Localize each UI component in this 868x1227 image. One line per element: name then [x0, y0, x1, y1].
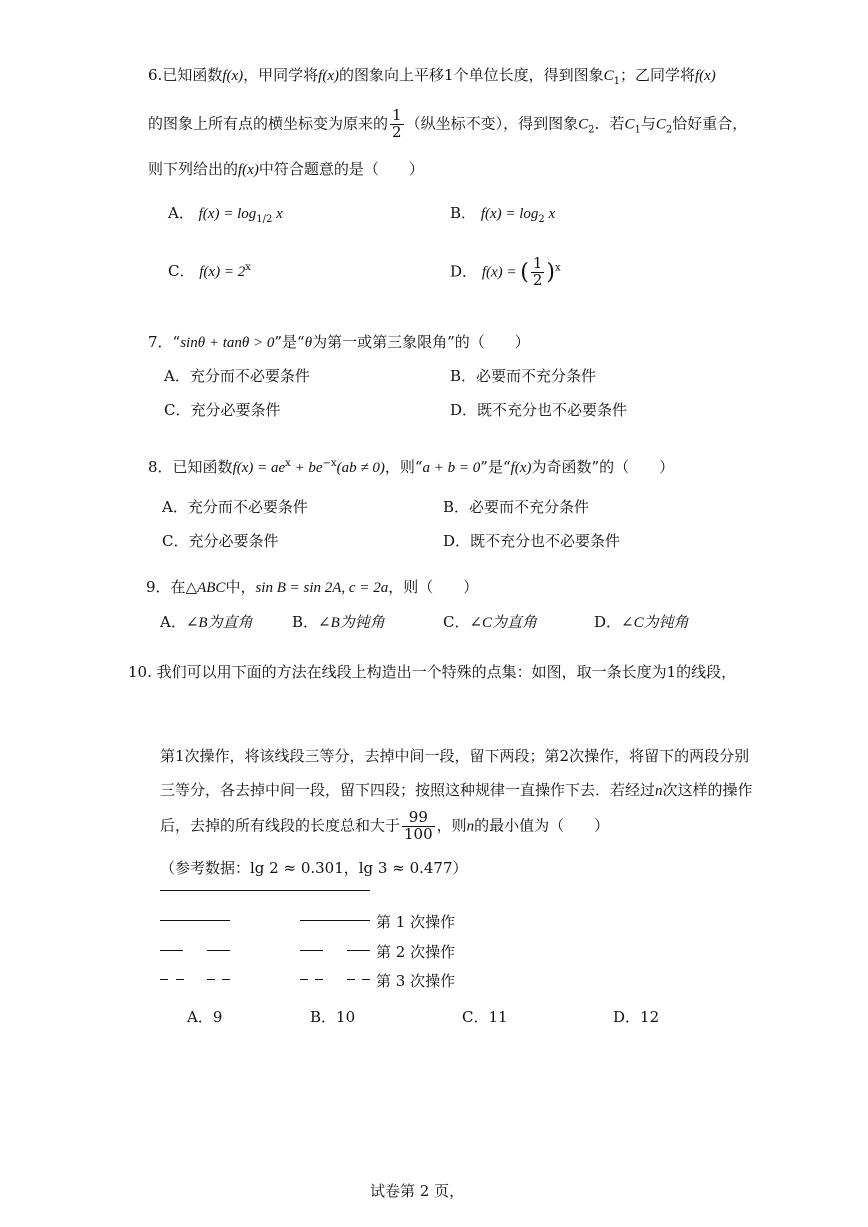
q6-line2: 的图象上所有点的横坐标变为原来的 $\frac{1}{2}$ （纵坐标不变），得到图象$C_2$．若$C_1$与$C_2$恰好重合， — [148, 106, 748, 141]
q10-reference-data: （参考数据：lg 2 ≈ 0.301，lg 3 ≈ 0.477） — [160, 859, 468, 877]
segment-op2-2 — [207, 950, 230, 951]
q7-option-b: B．必要而不充分条件 — [450, 367, 597, 385]
q7-option-c: C．充分必要条件 — [164, 401, 281, 419]
fraction-half: $\frac{1}{2}$ — [392, 106, 402, 141]
segment-op3-4 — [222, 979, 230, 980]
q9-option-d: D．∠C为钝角 — [594, 613, 689, 631]
segment-op2-4 — [347, 950, 370, 951]
segment-op3-3 — [207, 979, 215, 980]
q7-option-d: D．既不充分也不必要条件 — [450, 401, 628, 419]
segment-original — [160, 890, 370, 891]
segment-op1-left — [160, 920, 230, 921]
q6-option-b: B． $f(x) = \log_2 x$ — [450, 204, 556, 225]
q8-option-a: A．充分而不必要条件 — [162, 498, 308, 516]
q10-line3: 三等分，各去掉中间一段，留下四段；按照这种规律一直操作下去．若经过n次这样的操作 — [160, 781, 753, 799]
q8-option-d: D．既不充分也不必要条件 — [443, 532, 621, 550]
segment-op3-7 — [347, 979, 355, 980]
q10-option-c: C．11 — [462, 1008, 508, 1026]
segment-op3-5 — [300, 979, 308, 980]
q9-option-b: B．∠B为钝角 — [292, 613, 385, 631]
page-footer: 试卷第 2 页， — [370, 1182, 465, 1200]
q9-option-c: C．∠C为直角 — [443, 613, 538, 631]
q10-option-d: D．12 — [613, 1008, 660, 1026]
q10-line1: 10. 我们可以用下面的方法在线段上构造出一个特殊的点集：如图，取一条长度为1的线段， — [128, 663, 737, 681]
q7-stem: 7．“sinθ + tanθ > 0”是“θ为第一或第三象限角”的（ ） — [148, 333, 530, 351]
q10-option-a: A．9 — [187, 1008, 223, 1026]
q6-option-a: A． $f(x) = \log_{1/2} x$ — [168, 204, 283, 225]
q6-option-d: D． f(x) = ( $\frac{1}{2}$ )$^x$ — [450, 254, 561, 289]
fraction-99-100: $\frac{99}{100}$ — [404, 808, 433, 843]
segment-op3-6 — [315, 979, 323, 980]
segment-op1-right — [300, 920, 370, 921]
q9-option-a: A．∠B为直角 — [160, 613, 253, 631]
q6-line1: 6.已知函数f(x)，甲同学将f(x)的图象向上平移1个单位长度，得到图象$C_1$；乙同学将f(x) — [148, 66, 716, 87]
q6-option-c: C． $f(x) = 2^x$ — [168, 262, 251, 280]
q6-line3: 则下列给出的f(x)中符合题意的是（ ） — [148, 160, 424, 178]
q7-option-a: A．充分而不必要条件 — [164, 367, 310, 385]
segment-op2-3 — [300, 950, 323, 951]
q10-line4: 后，去掉的所有线段的长度总和大于 $\frac{99}{100}$ ，则n的最小值为（ ） — [160, 808, 610, 843]
q9-stem: 9．在△ABC中，sin B = sin 2A, c = 2a，则（ ） — [146, 578, 479, 596]
q10-line2: 第1次操作，将该线段三等分，去掉中间一段，留下两段；第2次操作，将留下的两段分别 — [160, 747, 750, 765]
label-op2: 第 2 次操作 — [376, 943, 456, 961]
q10-option-b: B．10 — [310, 1008, 356, 1026]
label-op1: 第 1 次操作 — [376, 913, 456, 931]
label-op3: 第 3 次操作 — [376, 972, 456, 990]
q8-option-c: C．充分必要条件 — [162, 532, 279, 550]
q8-option-b: B．必要而不充分条件 — [443, 498, 590, 516]
segment-op3-2 — [176, 979, 184, 980]
segment-op2-1 — [160, 950, 183, 951]
q8-stem: 8．已知函数$f(x) = ae^x + be^{-x}(ab \ne 0)$，则“a + b = 0”是“f(x)为奇函数”的（ ） — [148, 458, 675, 476]
segment-op3-8 — [362, 979, 370, 980]
segment-op3-1 — [160, 979, 168, 980]
